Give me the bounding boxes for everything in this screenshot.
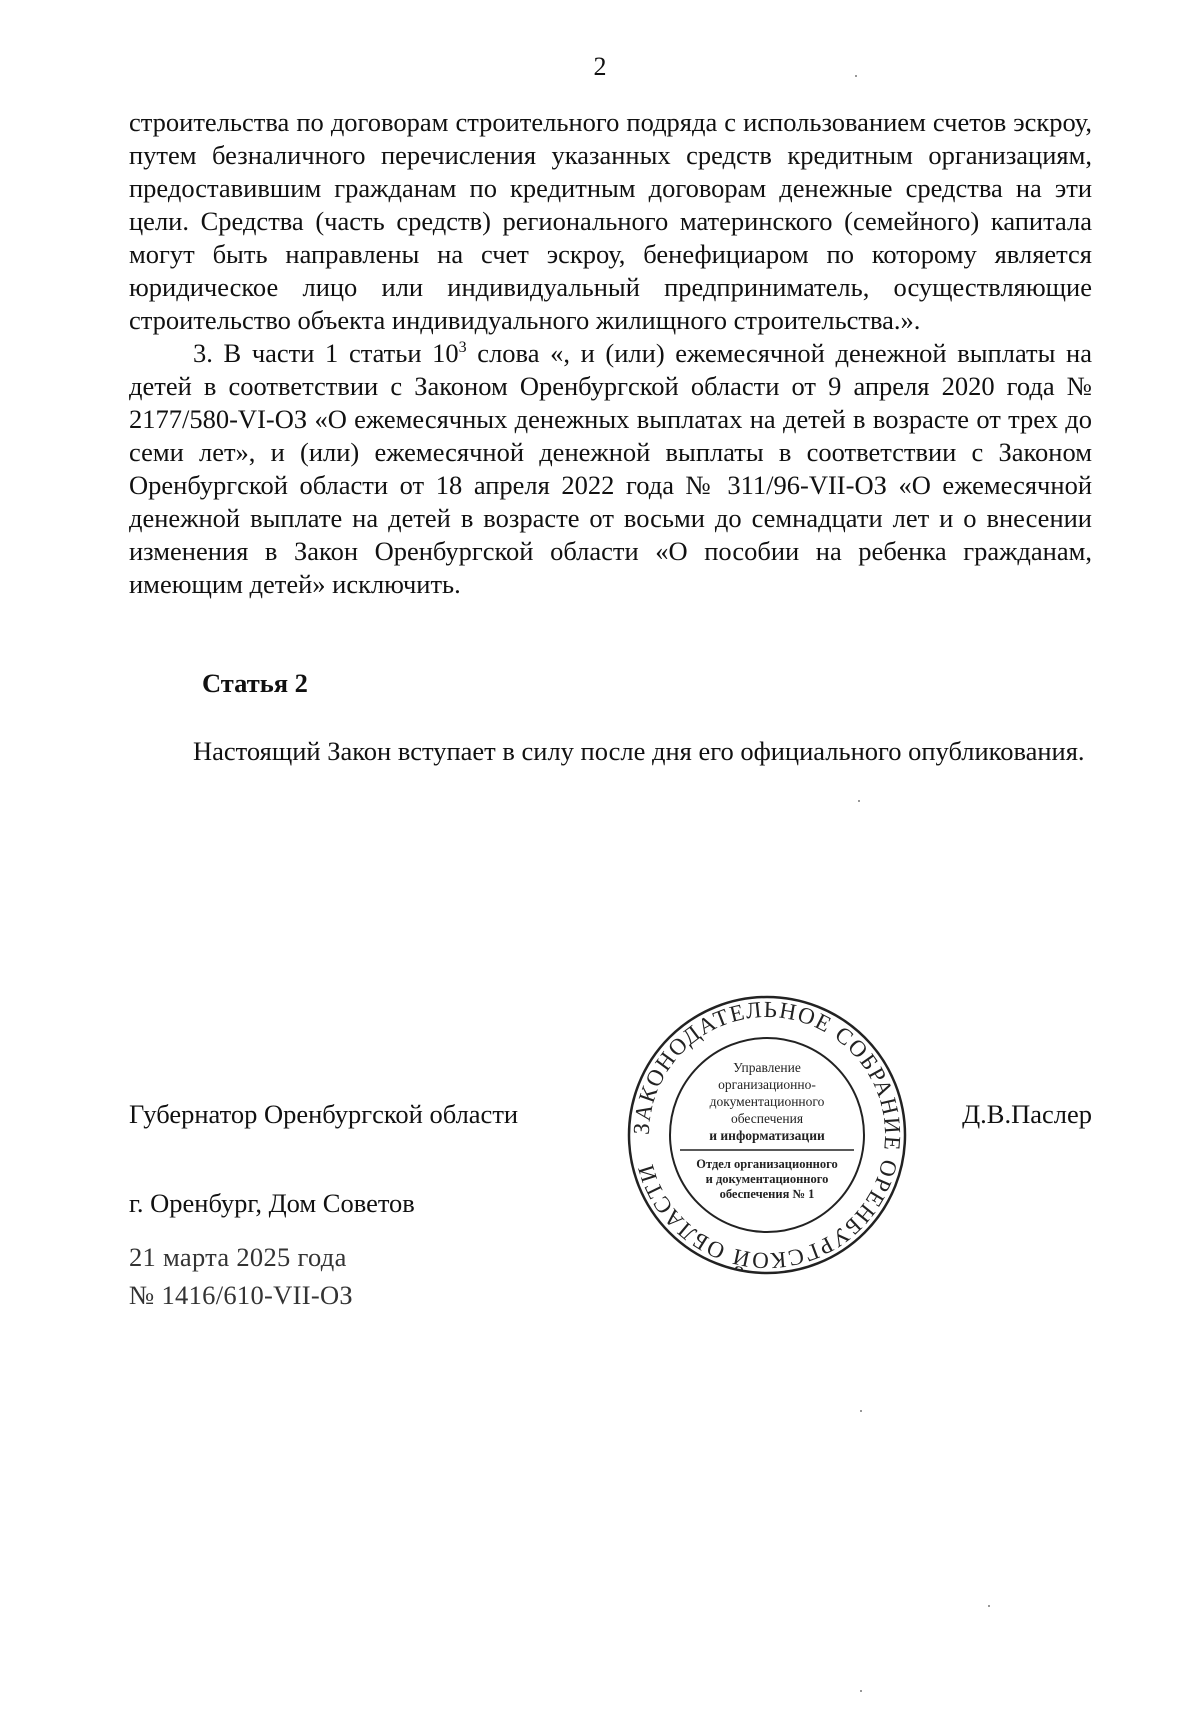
scan-artifact bbox=[858, 800, 860, 802]
scan-artifact bbox=[855, 75, 857, 77]
seal-line-5: и информатизации bbox=[709, 1128, 825, 1143]
seal-line-2: организационно- bbox=[718, 1077, 816, 1092]
paragraph-2-start: 3. В части 1 статьи 10 bbox=[193, 338, 459, 368]
seal-line-1: Управление bbox=[733, 1060, 801, 1075]
paragraph-continuation bbox=[129, 106, 1092, 601]
signatory-position: Губернатор Оренбургской области bbox=[129, 1099, 519, 1129]
scan-artifact bbox=[988, 1605, 990, 1607]
superscript: 3 bbox=[458, 339, 467, 357]
signing-date: 21 марта 2025 года bbox=[129, 1242, 347, 1272]
law-number: № 1416/610-VII-ОЗ bbox=[129, 1280, 353, 1310]
scan-artifact bbox=[860, 1410, 862, 1412]
paragraph-1: строительства по договорам строительного подряда с использованием счетов эскроу, путем безналичного перечисления указанных средств кредитным организациям, предоставившим гражданам по кредитным договорам денежные средства на эти цели. Средства (часть средств) регионального материнского (семейного) капитала могут быть направлены на счет эскроу, бенефициаром по которому является юридическое лицо или индивидуальный предприниматель, осуществляющие строительство объекта индивидуального жилищного строительства.». bbox=[129, 107, 1092, 335]
article-body bbox=[129, 735, 1092, 768]
scan-artifact bbox=[860, 1690, 862, 1692]
article-text: Настоящий Закон вступает в силу после дня его официального опубликования. bbox=[193, 736, 1085, 766]
signatory-name: Д.В.Паслер bbox=[962, 1099, 1092, 1129]
seal-line-8: обеспечения № 1 bbox=[719, 1187, 815, 1201]
seal-outer-text: ЗАКОНОДАТЕЛЬНОЕ СОБРАНИЕ ОРЕНБУРГСКОЙ ОБЛАСТИ bbox=[628, 996, 906, 1274]
seal-line-4: обеспечения bbox=[730, 1111, 804, 1126]
seal-line-7: и документационного bbox=[705, 1172, 829, 1186]
paragraph-2-rest: слова «, и (или) ежемесячной денежной выплаты на детей в соответствии с Законом Оренбургской области от 9 апреля 2020 года № 2177/580-VI-ОЗ «О ежемесячных денежных выплатах на детей в возрасте от трех до семи лет», и (или) ежемесячной денежной выплаты в соответствии с Законом Оренбургской области от 18 апреля 2022 года № 311/96-VII-ОЗ «О ежемесячной денежной выплате на детей в возрасте от восьми до семнадцати лет и о внесении изменения в Закон Оренбургской области «О пособии на ребенка гражданам, имеющим детей» исключить. bbox=[129, 338, 1092, 599]
page-number: 2 bbox=[593, 52, 607, 81]
seal-line-3: документационного bbox=[709, 1094, 825, 1109]
paragraph-2 bbox=[129, 337, 1092, 601]
official-seal bbox=[622, 990, 912, 1280]
article-heading: Статья 2 bbox=[202, 668, 308, 698]
seal-line-6: Отдел организационного bbox=[696, 1157, 838, 1171]
place-of-signing: г. Оренбург, Дом Советов bbox=[129, 1188, 415, 1218]
